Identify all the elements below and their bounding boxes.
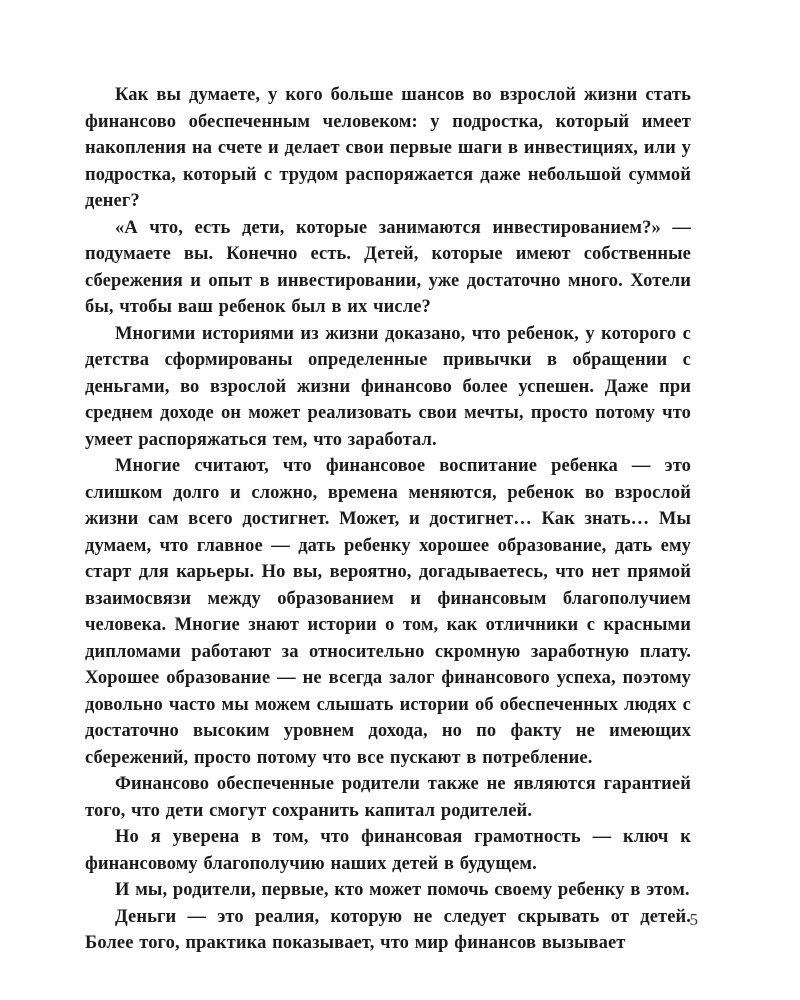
paragraph: И мы, родители, первые, кто может помочь своему ребенку в этом.: [115, 880, 690, 900]
paragraph: Деньги — это реалия, которую не следует скрывать от детей. Более того, практика показывает, что мир финансов вызывает: [85, 906, 691, 953]
paragraph: Многие считают, что финансовое воспитание ребенка — это слишком долго и сложно, времена меняются, ребенок во взрослой жизни сам всего достигнет. Может, и достигнет… Как знать… Мы думаем, что главное — дать ребенку хорошее образование, дать ему старт для карьеры. Но вы, вероятно, догадываетесь, что нет прямой взаимосвязи между образованием и финансовым благополучием человека. Многие знают истории о том, как отличники с красными дипломами работают за относительно скромную заработную плату. Хорошее образование — не всегда залог финансового успеха, поэтому довольно часто мы можем слышать истории об обеспеченных людях с достаточно высоким уровнем дохода, но по факту не имеющих сбережений, просто потому что все пускают в потребление.: [85, 456, 691, 768]
paragraph: «А что, есть дети, которые занимаются инвестированием?» — подумаете вы. Конечно есть. Детей, которые имеют собственные сбережения и опыт в инвестировании, уже достаточно много. Хотели бы, чтобы ваш ребенок был в их числе?: [85, 217, 691, 317]
paragraph: Многими историями из жизни доказано, что ребенок, у которого с детства сформированы определенные привычки в обращении с деньгами, во взрослой жизни финансово более успешен. Даже при среднем доходе он может реализовать свои мечты, просто потому что умеет распоряжаться тем, что заработал.: [85, 323, 691, 450]
paragraph: Как вы думаете, у кого больше шансов во взрослой жизни стать финансово обеспеченным человеком: у подростка, который имеет накопления на счете и делает свои первые шаги в инвестициях, или у подростка, который с трудом распоряжается даже небольшой суммой денег?: [85, 85, 691, 211]
page-number: 5: [689, 910, 698, 929]
text-block: [85, 82, 691, 957]
paragraph: Но я уверена в том, что финансовая грамотность — ключ к финансовому благополучию наших детей в будущем.: [85, 827, 691, 874]
paragraph: Финансово обеспеченные родители также не являются гарантией того, что дети смогут сохранить капитал родителей.: [85, 774, 691, 821]
